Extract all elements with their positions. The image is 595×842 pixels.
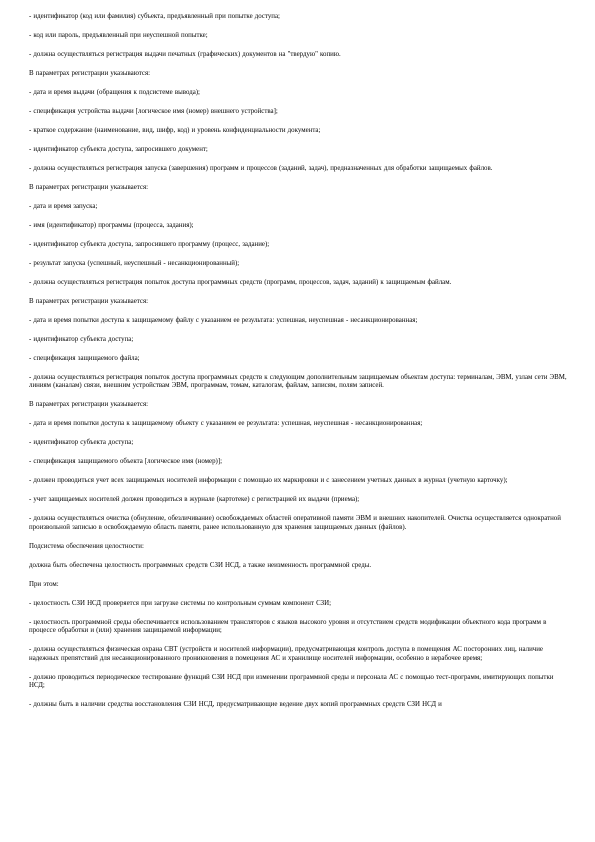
paragraph: - краткое содержание (наименование, вид, шифр, код) и уровень конфиденциальности документа; [29,127,321,134]
paragraph: - должен проводиться учет всех защищаемых носителей информации с помощью их маркировки и с занесением учетных данных в журнал (учетную карточку); [29,477,508,485]
paragraph: - дата и время попытки доступа к защищаемому объекту с указанием ее результата: успешная, неуспешная - несанкционированная; [29,420,423,428]
section-heading: В параметрах регистрации указывается: [29,184,149,191]
paragraph: - должна осуществляться очистка (обнуление, обезличивание) освобождаемых областей оперативной памяти ЭВМ и внешних накопителей. Очистка осуществляется однократной произвольной записью в освобождаемую область памяти, ранее использованную для хранения защищаемых данных (файлов). [29,515,561,531]
paragraph: должна быть обеспечена целостность программных средств СЗИ НСД, а также неизменность программной среды. [29,561,372,569]
paragraph: - целостность программной среды обеспечивается использованием трансляторов с языков высокого уровня и отсутствием средств модификации объектного кода программ в процессе обработки и (или) хранения защищаемой информации; [29,618,547,635]
paragraph: - должна осуществляться регистрация попыток доступа программных средств к следующим дополнительным защищаемым объектам доступа: терминалам, ЭВМ, узлам сети ЭВМ, линиям (каналам) связи, внешним устройствам ЭВМ, программам, томам, каталогам, файлам, записям, полям записей. [29,374,567,390]
paragraph: - спецификация устройства выдачи [логическое имя (номер) внешнего устройства]; [29,108,278,115]
section-heading: Подсистема обеспечения целостности: [29,542,144,550]
paragraph: - код или пароль, предъявленный при неуспешной попытке; [29,32,208,39]
paragraph: - учет защищаемых носителей должен проводиться в журнале (картотеке) с регистрацией их выдачи (приема); [29,496,360,504]
paragraph: - должна осуществляться физическая охрана СВТ (устройств и носителей информации), предусматривающая контроль доступа в помещения АС посторонних лиц, наличие надежных препятствий для несанкционированного проникновения в помещения АС и хранилище носителей информации, особенно в нерабочее время; [29,646,543,662]
paragraph: - должно проводиться периодическое тестирование функций СЗИ НСД при изменении программной среды и персонала АС с помощью тест-программ, имитирующих попытки НСД; [29,673,554,690]
section-heading: В параметрах регистрации указывается: [29,401,149,409]
paragraph: - дата и время запуска; [29,203,98,210]
paragraph: - дата и время выдачи (обращения к подсистеме вывода); [29,89,200,96]
section-heading: При этом: [29,580,59,588]
section-heading: В параметрах регистрации указываются: [29,70,151,77]
paragraph: - должна осуществляться регистрация попыток доступа программных средств (программ, процессов, задач, заданий) к защищаемым файлам. [29,279,452,286]
section-heading: В параметрах регистрации указывается: [29,298,149,305]
paragraph: - идентификатор субъекта доступа; [29,336,134,343]
paragraph: - результат запуска (успешный, неуспешный - несанкционированный); [29,260,240,267]
paragraph: - целостность СЗИ НСД проверяется при загрузке системы по контрольным суммам компонент СЗИ; [29,599,332,607]
paragraph: - идентификатор субъекта доступа, запросившего документ; [29,146,208,153]
paragraph: - идентификатор (код или фамилия) субъекта, предъявленный при попытке доступа; [29,13,280,20]
paragraph: - дата и время попытки доступа к защищаемому файлу с указанием ее результата: успешная, неуспешная - несанкционированная; [29,317,418,324]
paragraph: - должна осуществляться регистрация выдачи печатных (графических) документов на "твердую" копию. [29,51,341,58]
paragraph: - идентификатор субъекта доступа; [29,439,134,447]
paragraph: - идентификатор субъекта доступа, запросившего программу (процесс, задание); [29,241,270,248]
paragraph: - спецификация защищаемого файла; [29,355,140,362]
paragraph: - должны быть в наличии средства восстановления СЗИ НСД, предусматривающие ведение двух копий программных средств СЗИ НСД и [29,701,442,709]
paragraph: - имя (идентификатор) программы (процесса, задания); [29,222,194,229]
paragraph: - спецификация защищаемого объекта [логическое имя (номер)]; [29,458,223,466]
paragraph: - должна осуществляться регистрация запуска (завершения) программ и процессов (заданий, задач), предназначенных для обработки защищаемых файлов. [29,165,493,172]
